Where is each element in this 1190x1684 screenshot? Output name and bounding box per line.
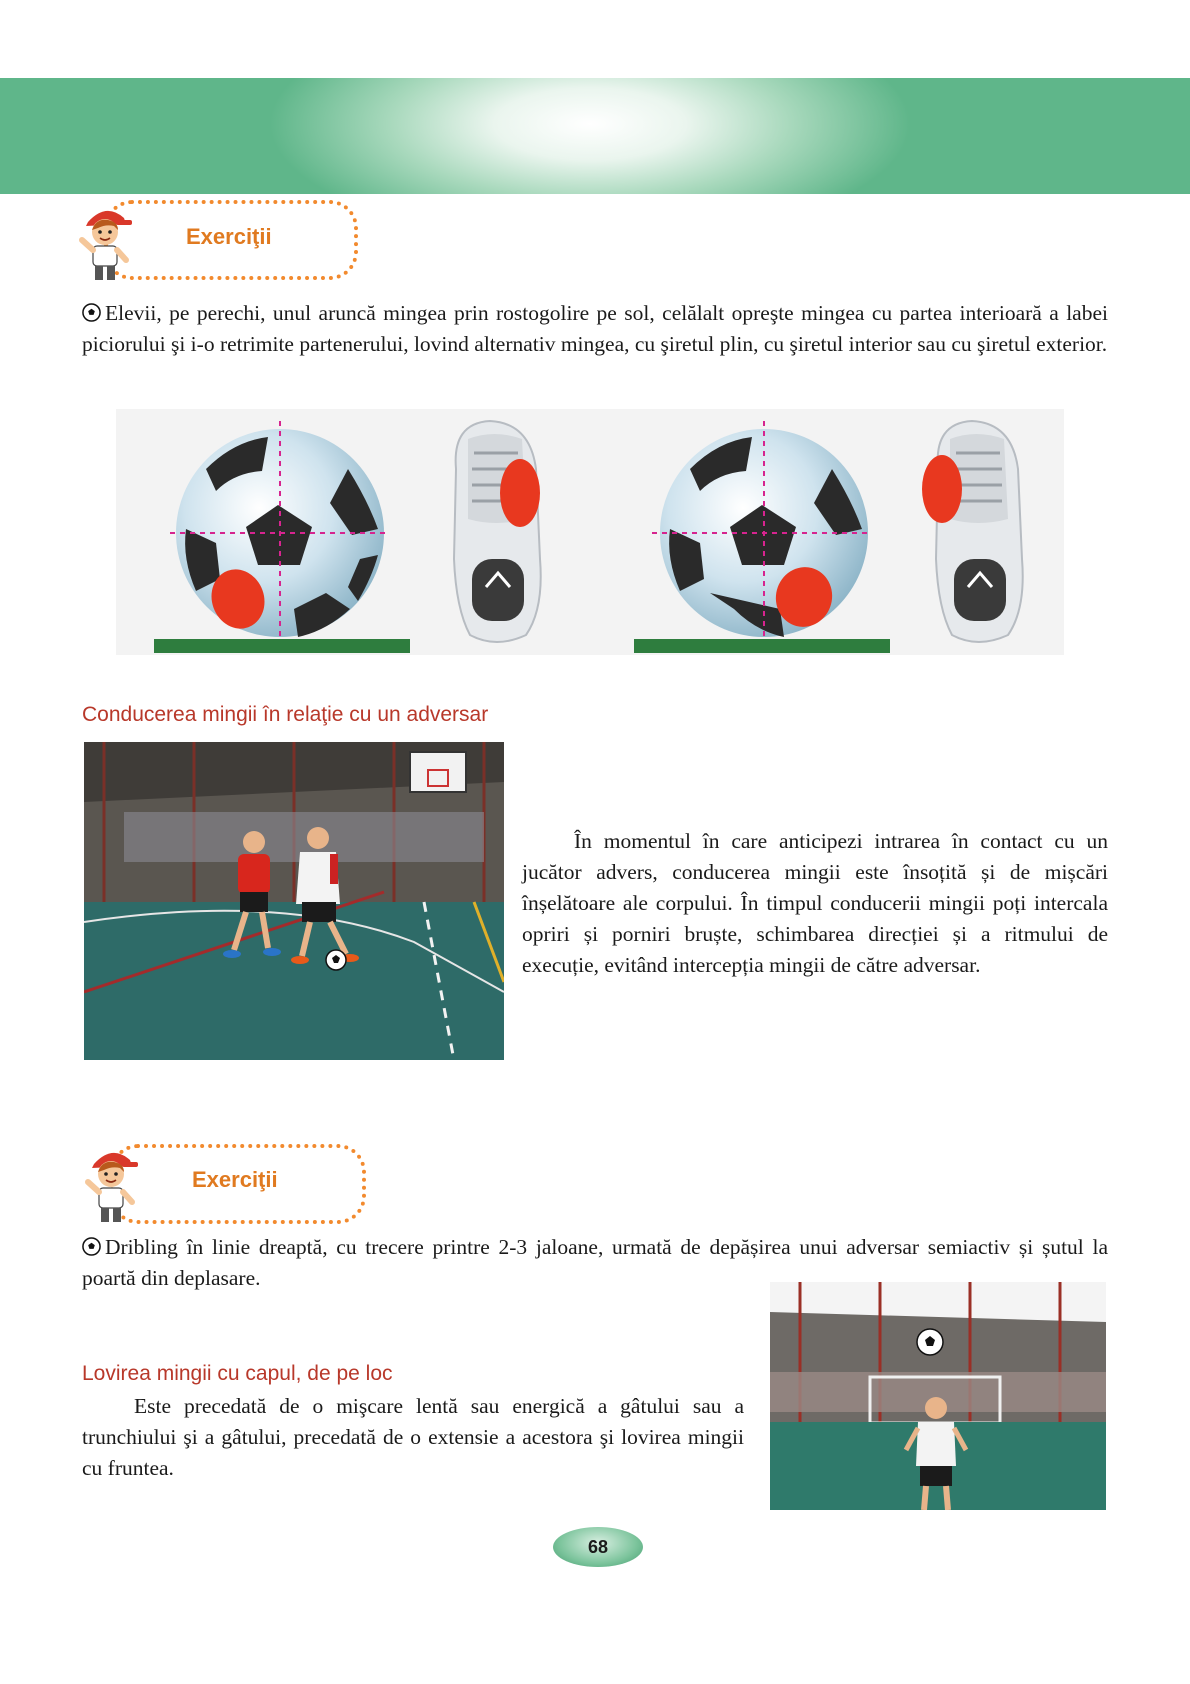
soccer-ball-right bbox=[652, 421, 872, 641]
soccer-ball-left bbox=[170, 421, 386, 641]
exercise-label-2: Exerciţii bbox=[192, 1167, 278, 1192]
kick-contact-diagram bbox=[116, 409, 1064, 655]
section1-text bbox=[522, 826, 1108, 981]
section-title-heading: Lovirea mingii cu capul, de pe loc bbox=[82, 1362, 393, 1385]
soccer-ball-icon-2 bbox=[82, 1237, 101, 1256]
exercise2-text-body: Dribling în linie dreaptă, cu trecere printre 2-3 jaloane, urmată de depășirea unui adversar semiactiv și șutul la poartă din deplasare. bbox=[82, 1235, 1108, 1290]
ground-left bbox=[154, 639, 410, 653]
section2-text-body: Este precedată de o mişcare lentă sau energică a gâtului sau a trunchiului şi a gâtului, precedată de o extensie a acestora şi lovirea mingii cu fruntea. bbox=[82, 1394, 744, 1480]
boot-left bbox=[454, 421, 541, 642]
photo-player-heading bbox=[770, 1282, 1106, 1510]
mascot-boy-icon bbox=[78, 204, 134, 284]
mascot-boy-icon-2 bbox=[84, 1146, 140, 1226]
header-band bbox=[0, 78, 1190, 194]
boot-right bbox=[922, 421, 1023, 642]
soccer-ball-icon bbox=[82, 303, 101, 322]
exercise-text-body: Elevii, pe perechi, unul aruncă mingea prin rostogolire pe sol, celălalt opreşte mingea cu partea interioară a labei piciorului şi i-o retrimite partenerului, lovind alternativ mingea, cu şiretul plin, cu şiretul interior sau cu şiretul exterior. bbox=[82, 301, 1108, 356]
section1-text-body: În momentul în care anticipezi intrarea în contact cu un jucător advers, conducerea mingii este însoțită și de mișcări înșelătoare ale corpului. În timpul conducerii mingii poți intercala opriri și porniri bruște, schimbarea direcției și a ritmului de execuție, evitând intercepția mingii de către adversar. bbox=[522, 829, 1108, 977]
section2-text bbox=[82, 1391, 744, 1484]
diagram-svg bbox=[116, 409, 1064, 655]
photo-players-dribbling bbox=[84, 742, 504, 1060]
exercise-text bbox=[82, 298, 1108, 360]
section-title-ball-driving: Conducerea mingii în relaţie cu un adversar bbox=[82, 703, 489, 726]
exercise-label: Exerciţii bbox=[186, 224, 272, 249]
ground-right bbox=[634, 639, 890, 653]
page-number: 68 bbox=[553, 1527, 643, 1567]
